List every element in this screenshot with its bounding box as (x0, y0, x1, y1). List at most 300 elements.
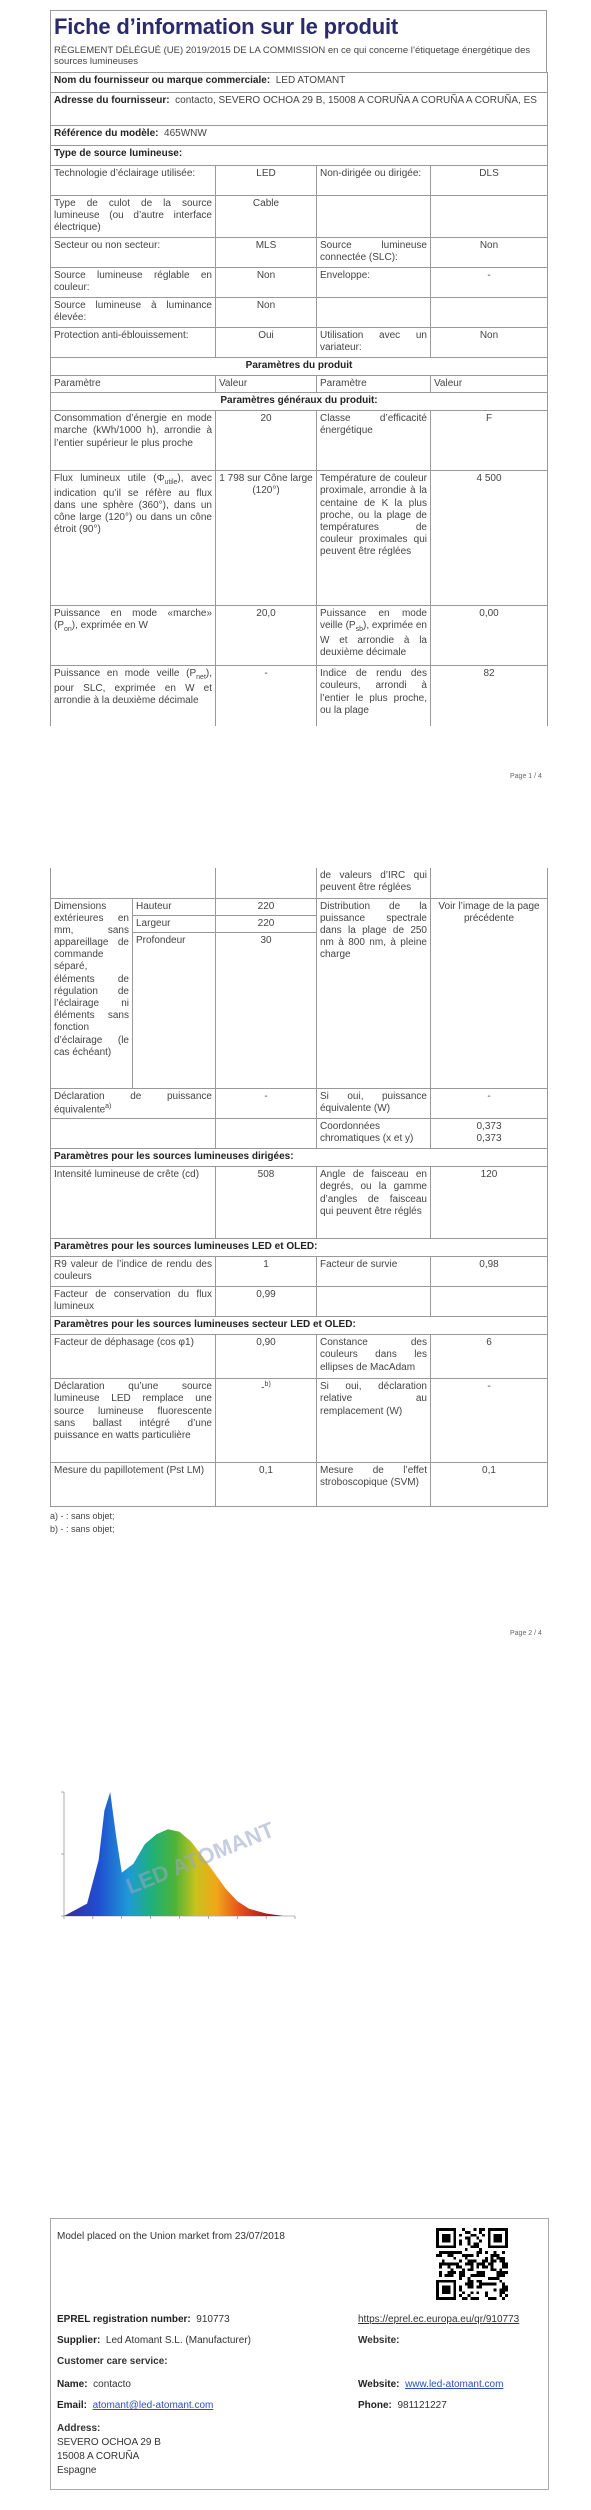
qr-module (468, 2277, 471, 2280)
type-row-label (317, 195, 431, 237)
qr-module (442, 2286, 451, 2295)
title-block (50, 10, 547, 72)
qr-module (499, 2268, 502, 2271)
qr-module (485, 2257, 488, 2260)
qr-module (499, 2291, 502, 2294)
qr-module (494, 2234, 503, 2243)
qr-module (479, 2228, 482, 2231)
qr-module (468, 2263, 471, 2266)
empty-cell (431, 1287, 548, 1317)
qr-module (448, 2271, 451, 2274)
qr-module (479, 2286, 482, 2289)
type-row-value (431, 195, 548, 237)
spectral-chart (50, 1778, 310, 1928)
qr-module (473, 2245, 476, 2248)
param-value: 4 500 (431, 471, 548, 606)
param-value: 20 (216, 411, 317, 471)
param-label: Consommation d’énergie en mode marche (kWh/1000 h), arrondie à l’entier supérieur le plus proche (51, 411, 216, 471)
qr-module (476, 2242, 479, 2245)
param-label: Température de couleur proximale, arrondie à la centaine de K la plus proche, ou la plage de températures de couleur proximales qui peuvent être réglées (317, 471, 431, 606)
qr-module (482, 2228, 485, 2231)
qr-module (496, 2254, 499, 2257)
directed-head: Paramètres pour les sources lumineuses dirigées: (51, 1149, 548, 1167)
displacement-value: 0,90 (216, 1335, 317, 1379)
qr-module (491, 2260, 494, 2263)
qr-module (442, 2234, 451, 2243)
dim-name: Profondeur (133, 932, 216, 1088)
type-row-label: Non-dirigée ou dirigée: (317, 165, 431, 195)
qr-module (453, 2271, 456, 2274)
qr-module (465, 2297, 468, 2300)
qr-module (439, 2254, 442, 2257)
replace2-label: Si oui, déclaration relative au remplacement (W) (317, 1379, 431, 1463)
qr-module (505, 2271, 508, 2274)
qr-module (491, 2257, 494, 2260)
peak-label: Intensité lumineuse de crête (cd) (51, 1167, 216, 1239)
qr-module (494, 2254, 497, 2257)
empty-cell (51, 868, 216, 898)
type-row-label: Secteur ou non secteur: (51, 237, 216, 267)
qr-module (482, 2271, 485, 2274)
qr-module (448, 2254, 451, 2257)
param-value: 0,00 (431, 606, 548, 666)
qr-module (488, 2263, 491, 2266)
eprel-info-box (50, 2218, 549, 2490)
page-1 (50, 10, 547, 726)
address-line-1: SEVERO OCHOA 29 B (57, 2437, 161, 2448)
qr-module (439, 2263, 442, 2266)
qr-module (502, 2297, 505, 2300)
stroboscopic-label: Mesure de l’effet stroboscopique (SVM) (317, 1463, 431, 1507)
r9-value: 1 (216, 1257, 317, 1287)
dim-name: Largeur (133, 915, 216, 932)
mains-head: Paramètres pour les sources lumineuses secteur LED et OLED: (51, 1317, 548, 1335)
footnote-a: a) - : sans objet; (50, 1511, 115, 1522)
qr-module (494, 2277, 497, 2280)
email-row (57, 2400, 213, 2412)
qr-module (456, 2251, 459, 2254)
qr-module (459, 2240, 462, 2243)
qr-module (482, 2274, 485, 2277)
qr-module (482, 2283, 485, 2286)
website-label: Website: (358, 2379, 400, 2390)
qr-module (496, 2271, 499, 2274)
source-type-head: Type de source lumineuse: (51, 145, 548, 165)
customer-care-label: Customer care service: (57, 2356, 168, 2367)
dim-name: Hauteur (133, 898, 216, 915)
product-info-table-cont (50, 868, 548, 1507)
qr-module (459, 2251, 462, 2254)
qr-module (442, 2251, 445, 2254)
spectral-label: Distribution de la puissance spectrale dans la plage de 250 nm à 800 nm, à pleine charge (317, 898, 431, 1088)
qr-module (482, 2263, 485, 2266)
qr-module (473, 2260, 476, 2263)
param-value: 82 (431, 666, 548, 726)
qr-module (494, 2288, 497, 2291)
qr-module (471, 2234, 474, 2237)
type-row-value: MLS (216, 237, 317, 267)
qr-module (505, 2294, 508, 2297)
dim-value: 220 (216, 915, 317, 932)
name-label: Name: (57, 2379, 88, 2390)
replace-value-text: - (261, 1382, 265, 1394)
r9-label: R9 valeur de l’indice de rendu des couleurs (51, 1257, 216, 1287)
type-row-value: Oui (216, 327, 317, 357)
qr-module (445, 2251, 448, 2254)
address-line-3: Espagne (57, 2465, 97, 2476)
param-value: - (216, 666, 317, 726)
qr-module (496, 2274, 499, 2277)
qr-module (459, 2274, 462, 2277)
macadam-value: 6 (431, 1335, 548, 1379)
qr-module (494, 2268, 497, 2271)
empty-cell (216, 868, 317, 898)
general-head: Paramètres généraux du produit: (51, 393, 548, 411)
qr-module (476, 2274, 479, 2277)
email-link[interactable]: atomant@led-atomant.com (92, 2400, 214, 2411)
qr-module (471, 2280, 474, 2283)
qr-module (462, 2274, 465, 2277)
qr-module (471, 2274, 474, 2277)
col-value-header: Valeur (216, 375, 317, 392)
qr-module (465, 2237, 468, 2240)
qr-module (442, 2263, 445, 2266)
qr-module (494, 2297, 497, 2300)
type-row-label: Protection anti-éblouissement: (51, 327, 216, 357)
qr-module (468, 2268, 471, 2271)
qr-module (479, 2271, 482, 2274)
type-row-value (431, 297, 548, 327)
qr-module (468, 2231, 471, 2234)
qr-module (450, 2251, 453, 2254)
qr-module (491, 2254, 494, 2257)
type-row-label (317, 297, 431, 327)
supplier-row (57, 2335, 251, 2347)
qr-module (479, 2274, 482, 2277)
spectrum-svg (50, 1778, 310, 1928)
type-row-label: Source lumineuse réglable en couleur: (51, 267, 216, 297)
beam-label: Angle de faisceau en degrés, ou la gamme d’angles de faisceau qui peuvent être réglés (317, 1167, 431, 1239)
qr-module (462, 2254, 465, 2257)
peak-value: 508 (216, 1167, 317, 1239)
type-row-label: Utilisation avec un variateur: (317, 327, 431, 357)
qr-module (471, 2291, 474, 2294)
qr-module (502, 2291, 505, 2294)
qr-module (476, 2254, 479, 2257)
led-head: Paramètres pour les sources lumineuses LED et OLED: (51, 1239, 548, 1257)
qr-module (462, 2268, 465, 2271)
flicker-label: Mesure du papillotement (Pst LM) (51, 1463, 216, 1507)
qr-module (450, 2254, 453, 2257)
qr-module (491, 2268, 494, 2271)
qr-module (479, 2283, 482, 2286)
qr-module (468, 2260, 471, 2263)
empty-cell (216, 1119, 317, 1149)
placed-on-market: Model placed on the Union market from 23/07/2018 (57, 2231, 285, 2242)
qr-module (476, 2245, 479, 2248)
param-value: 1 798 sur Cône large (120°) (216, 471, 317, 606)
col-value-header: Valeur (431, 375, 548, 392)
qr-module (479, 2231, 482, 2234)
eprel-row (57, 2314, 230, 2326)
qr-module (494, 2283, 497, 2286)
qr-module (473, 2274, 476, 2277)
product-info-table (50, 72, 548, 726)
qr-module (471, 2286, 474, 2289)
equiv-value: - (216, 1088, 317, 1119)
supplier-value: Led Atomant S.L. (Manufacturer) (105, 2335, 251, 2346)
qr-module (471, 2265, 474, 2268)
qr-module (473, 2234, 476, 2237)
qr-module (488, 2297, 491, 2300)
qr-module (453, 2257, 456, 2260)
qr-module (499, 2271, 502, 2274)
model-label: Référence du modèle: (54, 127, 159, 139)
qr-module (476, 2297, 479, 2300)
watermark-logo: LED ATOMANT (122, 1816, 278, 1900)
regulation-text: RÈGLEMENT DÉLÉGUÉ (UE) 2019/2015 DE LA COMMISSION en ce qui concerne l’étiquetage énergétique des sources lumineuses (54, 44, 531, 68)
qr-module (462, 2291, 465, 2294)
dim-value: 30 (216, 932, 317, 1088)
type-row-value: LED (216, 165, 317, 195)
params-head: Paramètres du produit (51, 357, 548, 375)
qr-module (465, 2283, 468, 2286)
replace2-value: - (431, 1379, 548, 1463)
qr-module (476, 2251, 479, 2254)
qr-module (499, 2274, 502, 2277)
qr-code-icon[interactable] (436, 2228, 508, 2300)
page-number: Page 2 / 4 (510, 1630, 542, 1637)
type-row-value: Non (431, 327, 548, 357)
qr-module (445, 2274, 448, 2277)
qr-module (502, 2265, 505, 2268)
equiv-label-text: Déclaration de puissance équivalente (54, 1090, 212, 1116)
eprel-link[interactable]: https://eprel.ec.europa.eu/qr/910773 (358, 2314, 520, 2325)
lumen-maint-label: Facteur de conservation du flux lumineux (51, 1287, 216, 1317)
qr-module (491, 2277, 494, 2280)
address-line-2: 15008 A CORUÑA (57, 2451, 140, 2462)
qr-module (499, 2294, 502, 2297)
qr-module (491, 2265, 494, 2268)
qr-module (465, 2263, 468, 2266)
qr-module (456, 2265, 459, 2268)
qr-module (468, 2242, 471, 2245)
empty-cell (317, 1287, 431, 1317)
qr-module (439, 2271, 442, 2274)
qr-module (485, 2260, 488, 2263)
qr-module (473, 2297, 476, 2300)
qr-module (468, 2286, 471, 2289)
replace-value: -$^{b)}$ (216, 1379, 317, 1463)
type-row-label: Source lumineuse à luminance élevée: (51, 297, 216, 327)
qr-module (462, 2271, 465, 2274)
macadam-label: Constance des couleurs dans les ellipses de MacAdam (317, 1335, 431, 1379)
qr-module (479, 2263, 482, 2266)
qr-module (459, 2260, 462, 2263)
stroboscopic-value: 0,1 (431, 1463, 548, 1507)
param-label: Indice de rendu des couleurs, arrondi à l’entier le plus proche, ou la plage (317, 666, 431, 726)
qr-module (476, 2286, 479, 2289)
param-label: Flux lumineux utile $(\Phi_{utile})$, avec indication qu’il se réfère au flux dans une sphère (360°), dans un cône large (120°) ou dans un cône étroit (90°) (51, 471, 216, 606)
qr-module (448, 2265, 451, 2268)
qr-module (471, 2245, 474, 2248)
qr-module (485, 2283, 488, 2286)
phone-label: Phone: (358, 2400, 392, 2411)
qr-module (459, 2294, 462, 2297)
qr-module (468, 2283, 471, 2286)
qr-module (459, 2271, 462, 2274)
qr-module (459, 2242, 462, 2245)
qr-module (479, 2240, 482, 2243)
qr-module (468, 2254, 471, 2257)
qr-module (453, 2263, 456, 2266)
type-row-label: Technologie d’éclairage utilisée: (51, 165, 216, 195)
cri-continued: de valeurs d’IRC qui peuvent être réglées (317, 868, 431, 898)
qr-module (499, 2280, 502, 2283)
empty-cell (51, 1119, 216, 1149)
qr-module (450, 2268, 453, 2271)
qr-module (465, 2257, 468, 2260)
page-2 (50, 868, 547, 1535)
flicker-value: 0,1 (216, 1463, 317, 1507)
type-row-value: Non (216, 297, 317, 327)
qr-module (439, 2265, 442, 2268)
name-row (57, 2379, 131, 2391)
chroma-label: Coordonnées chromatiques (x et y) (317, 1119, 431, 1149)
qr-module (479, 2251, 482, 2254)
type-row-value: DLS (431, 165, 548, 195)
qr-module (468, 2294, 471, 2297)
qr-module (482, 2265, 485, 2268)
qr-module (488, 2277, 491, 2280)
website-link[interactable]: www.led-atomant.com (405, 2379, 504, 2390)
qr-module (485, 2251, 488, 2254)
qr-module (502, 2283, 505, 2286)
qr-module (499, 2260, 502, 2263)
qr-module (459, 2286, 462, 2289)
qr-module (505, 2288, 508, 2291)
type-row-label: Enveloppe: (317, 267, 431, 297)
qr-module (439, 2251, 442, 2254)
qr-module (462, 2228, 465, 2231)
qr-module (445, 2263, 448, 2266)
qr-module (488, 2283, 491, 2286)
qr-module (468, 2237, 471, 2240)
qr-module (465, 2254, 468, 2257)
email-label: Email: (57, 2400, 88, 2411)
beam-value: 120 (431, 1167, 548, 1239)
qr-module (476, 2291, 479, 2294)
qr-module (459, 2277, 462, 2280)
name-value: contacto (93, 2379, 131, 2390)
website-label: Website: (358, 2335, 400, 2346)
qr-module (473, 2228, 476, 2231)
qr-module (502, 2274, 505, 2277)
qr-module (450, 2274, 453, 2277)
qr-module (494, 2251, 497, 2254)
type-row-label: Source lumineuse connectée (SLC): (317, 237, 431, 267)
qr-module (476, 2265, 479, 2268)
qr-module (473, 2242, 476, 2245)
qr-module (468, 2280, 471, 2283)
qr-module (491, 2283, 494, 2286)
page-number: Page 1 / 4 (510, 773, 542, 780)
qr-module (499, 2288, 502, 2291)
general-rows (51, 411, 548, 726)
dims-label: Dimensions extérieures en mm, sans appareillage de commande séparé, éléments de régulation de l’éclairage ni éléments sans fonction d’éclairage (le cas échéant) (51, 898, 133, 1088)
qr-module (459, 2234, 462, 2237)
col-param-header: Paramètre (51, 375, 216, 392)
qr-module (471, 2260, 474, 2263)
qr-module (436, 2254, 439, 2257)
phone-value: 981121227 (397, 2400, 447, 2411)
qr-module (502, 2257, 505, 2260)
qr-module (448, 2274, 451, 2277)
qr-module (459, 2288, 462, 2291)
empty-cell (431, 868, 548, 898)
qr-module (479, 2280, 482, 2283)
qr-module (450, 2271, 453, 2274)
qr-module (471, 2283, 474, 2286)
eprel-label: EPREL registration number: (57, 2314, 191, 2325)
qr-module (502, 2288, 505, 2291)
qr-module (453, 2251, 456, 2254)
qr-module (494, 2260, 497, 2263)
chroma-y: 0,373 (476, 1133, 502, 1145)
qr-module (485, 2265, 488, 2268)
qr-module (462, 2297, 465, 2300)
type-row-value: Non (431, 237, 548, 267)
qr-module (505, 2265, 508, 2268)
qr-module (502, 2271, 505, 2274)
type-row-value: Cable (216, 195, 317, 237)
qr-module (459, 2265, 462, 2268)
type-rows (51, 165, 548, 357)
qr-module (482, 2260, 485, 2263)
qr-module (442, 2260, 445, 2263)
qr-module (465, 2248, 468, 2251)
qr-module (471, 2268, 474, 2271)
type-row-value: Non (216, 267, 317, 297)
equiv2-label: Si oui, puissance équivalente (W) (317, 1088, 431, 1119)
qr-module (471, 2254, 474, 2257)
phone-row (358, 2400, 447, 2412)
qr-module (456, 2263, 459, 2266)
website-row (358, 2379, 503, 2391)
qr-module (471, 2297, 474, 2300)
qr-module (505, 2286, 508, 2289)
address-value: contacto, SEVERO OCHOA 29 B, 15008 A CORUÑA A CORUÑA A CORUÑA, ES (175, 94, 537, 106)
type-row-value: - (431, 267, 548, 297)
param-label: Puissance en mode «marche» $(P_{on})$, exprimée en W (51, 606, 216, 666)
qr-module (476, 2280, 479, 2283)
param-label: Puissance en mode veille $(P_{sb})$, exprimée en W et arrondie à la deuxième décimale (317, 606, 431, 666)
qr-module (496, 2257, 499, 2260)
qr-module (491, 2297, 494, 2300)
qr-module (468, 2240, 471, 2243)
qr-module (448, 2251, 451, 2254)
qr-module (476, 2237, 479, 2240)
qr-module (485, 2294, 488, 2297)
address-label: Address: (57, 2423, 101, 2434)
qr-module (465, 2231, 468, 2234)
qr-module (479, 2248, 482, 2251)
lumen-maint-value: 0,99 (216, 1287, 317, 1317)
qr-module (502, 2263, 505, 2266)
replace-label: Déclaration qu’une source lumineuse LED remplace une source lumineuse fluorescente sans ballast intégré d’une puissance en watts particulière (51, 1379, 216, 1463)
address-label: Adresse du fournisseur: (54, 94, 170, 106)
qr-module (502, 2260, 505, 2263)
